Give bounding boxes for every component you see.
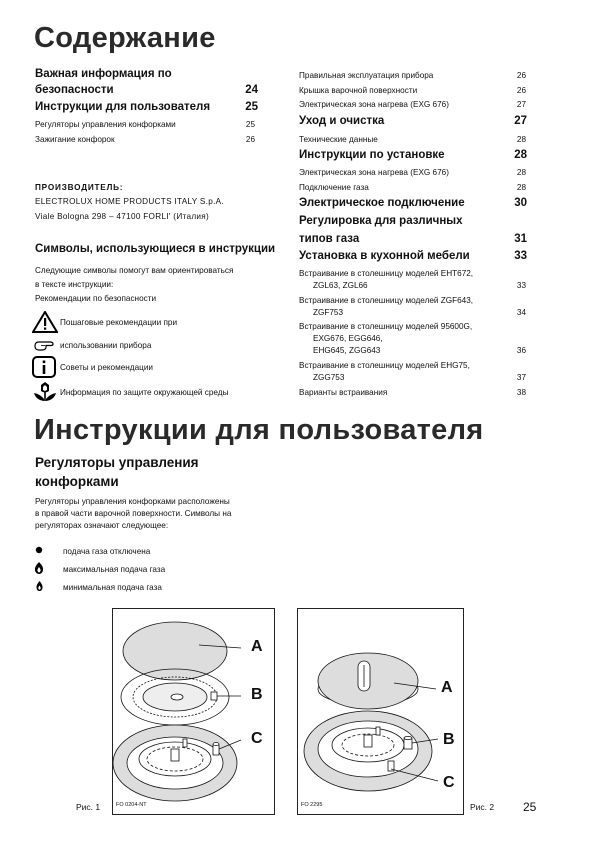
info-icon [32,356,60,378]
symbol-row-info [32,356,153,378]
toc-label: ZGG753 [313,373,345,382]
toc-page: 38 [516,388,526,397]
toc-entry-zgf643-line1: Встраивание в столешницу моделей ZGF643, [299,296,474,305]
toc-page: 36 [516,346,526,355]
toc-label: Уход и очистка [299,115,385,127]
toc-entry-burner-controls[interactable] [35,120,255,129]
toc-entry-95600g-line1: Встраивание в столешницу моделей 95600G, [299,322,473,331]
toc-entry-gas-adjust[interactable] [299,233,527,245]
toc-label: EHG645, ZGG643 [313,346,381,355]
toc-entry-safety-line1: Важная информация по [35,68,172,80]
toc-entry-user-instructions[interactable] [35,101,258,113]
toc-entry-95600g-line2: EXG676, EGG646, [313,334,383,343]
symbol-row-warning [32,311,177,333]
toc-page: 33 [514,250,527,262]
toc-page: 37 [516,373,526,382]
symbol-row-hand [32,334,151,356]
toc-entry-gas-connection[interactable] [299,183,526,192]
section-subtitle-line2: конфорками [35,474,119,489]
figure-2-caption: Рис. 2 [470,802,495,812]
figure-1-code: FO 0204-NT [116,802,147,808]
dot-icon [35,545,63,557]
toc-entry-gas-adjust-line1: Регулировка для различных [299,215,463,227]
pointing-hand-icon [32,334,60,356]
toc-label: Варианты встраивания [299,388,388,397]
toc-page: 27 [516,100,526,109]
toc-entry-kitchen-install[interactable] [299,250,527,262]
figure-2-label-c: C [443,774,455,791]
toc-page: 31 [514,233,527,245]
toc-page: 26 [516,71,526,80]
symbols-intro-3: Рекомендации по безопасности [35,294,157,303]
toc-label: Электрическое подключение [299,197,465,209]
symbols-heading: Символы, использующиеся в инструкции [35,243,276,255]
symbol-row-environment [32,381,228,403]
toc-label: Инструкции для пользователя [35,101,211,113]
symbol-label-tips: Советы и рекомендации [60,362,153,372]
section-body-line2: в правой части варочной поверхности. Символы на [35,509,232,518]
figure-2-label-b: B [443,731,455,748]
large-flame-icon [33,561,63,577]
toc-label: Зажигание конфорок [35,135,115,144]
toc-label: безопасности [35,84,114,96]
figure-1-label-c: C [251,730,263,747]
manufacturer-name: ELECTROLUX HOME PRODUCTS ITALY S.p.A. [35,197,224,206]
toc-entry-electric-zone[interactable] [299,100,526,109]
figure-1-label-b: B [251,686,263,703]
toc-entry-ehg75[interactable] [313,373,526,382]
figure-1-frame [112,608,275,815]
toc-label: Крышка варочной поверхности [299,86,418,95]
figure-2-frame [297,608,464,815]
toc-label: Регуляторы управления конфорками [35,120,176,129]
legend-gas-min [35,580,162,594]
toc-entry-variants[interactable] [299,388,526,397]
tulip-icon [32,381,60,403]
toc-label: ZGL63, ZGL66 [313,281,368,290]
toc-entry-95600g[interactable] [313,346,526,355]
figure-1-caption: Рис. 1 [76,802,101,812]
warning-triangle-icon [32,311,60,333]
figure-2-code: FO 2295 [301,802,323,808]
toc-page: 27 [514,115,527,127]
toc-page: 26 [516,86,526,95]
symbols-intro-1: Следующие символы помогут вам ориентироваться [35,266,234,275]
figure-1-burner-drawing [113,609,274,814]
toc-label: типов газа [299,233,360,245]
toc-entry-lid[interactable] [299,86,526,95]
manufacturer-heading: ПРОИЗВОДИТЕЛЬ: [35,183,124,192]
figure-2-burner-drawing [298,609,463,814]
toc-page: 24 [245,84,258,96]
symbol-label-usage: использовании прибора [60,340,152,350]
toc-entry-zgf643[interactable] [313,308,526,317]
section-body-line3: регуляторах означают следующее: [35,521,169,530]
toc-page: 28 [514,149,527,161]
toc-entry-proper-use[interactable] [299,71,526,80]
section-title: Инструкции для пользователя [34,414,484,446]
toc-page: 25 [245,120,255,129]
toc-page: 33 [516,281,526,290]
toc-entry-care[interactable] [299,115,527,127]
toc-entry-installation[interactable] [299,149,527,161]
toc-entry-electric-connection[interactable] [299,197,527,209]
toc-entry-safety[interactable] [35,84,258,96]
legend-label: подача газа отключена [63,546,151,556]
toc-label: Инструкции по установке [299,149,445,161]
legend-gas-max [33,561,165,577]
toc-label: Технические данные [299,135,378,144]
toc-entry-eht672-line1: Встраивание в столешницу моделей EHT672, [299,269,474,278]
toc-page: 28 [516,135,526,144]
toc-label: ZGF753 [313,308,344,317]
toc-page: 28 [516,183,526,192]
toc-entry-electric-zone-2[interactable] [299,168,526,177]
toc-page: 26 [245,135,255,144]
legend-label: минимальная подача газа [63,582,162,592]
toc-page: 30 [514,197,527,209]
section-body-line1: Регуляторы управления конфорками расположены [35,497,230,506]
toc-page: 34 [516,308,526,317]
small-flame-icon [35,580,63,594]
section-subtitle-line1: Регуляторы управления [35,455,199,470]
toc-label: Установка в кухонной мебели [299,250,470,262]
toc-page: 28 [516,168,526,177]
toc-entry-ignition[interactable] [35,135,255,144]
symbol-label-step: Пошаговые рекомендации при [60,317,178,327]
toc-entry-eht672[interactable] [313,281,526,290]
toc-label: Электрическая зона нагрева (EXG 676) [299,168,449,177]
page-number: 25 [523,800,537,814]
figure-2-label-a: A [441,679,453,696]
toc-page: 25 [245,101,258,113]
legend-label: максимальная подача газа [63,564,166,574]
toc-label: Электрическая зона нагрева (EXG 676) [299,100,449,109]
symbols-intro-2: в тексте инструкции: [35,280,114,289]
manufacturer-address: Viale Bologna 298 – 47100 FORLI' (Италия) [35,212,210,221]
page-title: Содержание [34,22,216,54]
toc-label: Подключение газа [299,183,369,192]
toc-entry-tech-data[interactable] [299,135,526,144]
figure-1-label-a: A [251,638,263,655]
legend-gas-off [35,545,150,557]
toc-entry-ehg75-line1: Встраивание в столешницу моделей EHG75, [299,361,470,370]
symbol-label-environment: Информация по защите окружающей среды [60,387,229,397]
toc-label: Правильная эксплуатация прибора [299,71,434,80]
